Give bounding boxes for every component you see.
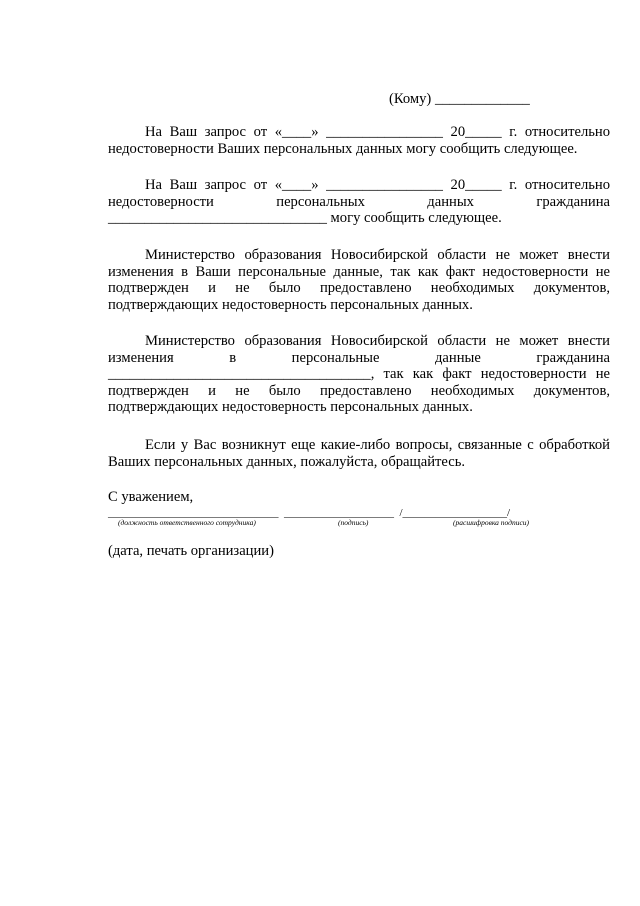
paragraph-questions <box>108 437 610 470</box>
closing-text: С уважением, <box>108 489 194 505</box>
paragraph-refusal-2 <box>108 333 610 416</box>
paragraph-line: Министерство образования Новосибирской области не может внести <box>145 247 610 263</box>
paragraph-line: подтверждающих недостоверность персональных данных. <box>108 296 473 313</box>
paragraph-line: На Ваш запрос от «____» ________________ 20_____ г. относительно <box>145 177 610 193</box>
paragraph-line: Ваших персональных данных, пожалуйста, обращайтесь. <box>108 453 466 470</box>
addressee-blank: _____________ <box>434 91 530 107</box>
paragraph-line: подтвержден и не было предоставлено необходимых документов, <box>108 280 610 296</box>
caption-signature: (подпись) <box>338 518 369 527</box>
paragraph-line: На Ваш запрос от «____» ________________ 20_____ г. относительно <box>145 124 610 140</box>
caption-decoding: (расшифровка подписи) <box>453 518 530 527</box>
paragraph-line: подтвержден и не было предоставлено необходимых документов, <box>108 382 610 399</box>
signature-lines: _______________________________ ____________________ /___________________/ <box>108 507 511 519</box>
paragraph-line: Если у Вас возникнут еще какие-либо вопросы, связанные с обработкой <box>145 437 610 453</box>
paragraph-line: подтверждающих недостоверность персональных данных. <box>108 399 473 415</box>
paragraph-line: изменения в персональные данные гражданина <box>108 349 610 366</box>
caption-position: (должность ответственного сотрудника) <box>118 518 256 527</box>
paragraph-line: ______________________________ могу сообщить следующее. <box>108 210 502 226</box>
paragraph-request-2 <box>108 177 610 227</box>
paragraph-line: изменения в Ваши персональные данные, так как факт недостоверности не <box>108 263 610 280</box>
addressee-line <box>389 91 530 108</box>
paragraph-line: ____________________________________, так как факт недостоверности не <box>108 366 610 382</box>
paragraph-line: Министерство образования Новосибирской области не может внести <box>145 333 610 349</box>
paragraph-refusal-1 <box>108 247 610 313</box>
paragraph-line: недостоверности Ваших персональных данных могу сообщить следующее. <box>108 140 578 157</box>
paragraph-line: недостоверности персональных данных гражданина <box>108 193 610 210</box>
paragraph-request-1 <box>108 124 610 157</box>
date-stamp-note: (дата, печать организации) <box>108 543 274 559</box>
addressee-label: (Кому) <box>389 91 432 107</box>
